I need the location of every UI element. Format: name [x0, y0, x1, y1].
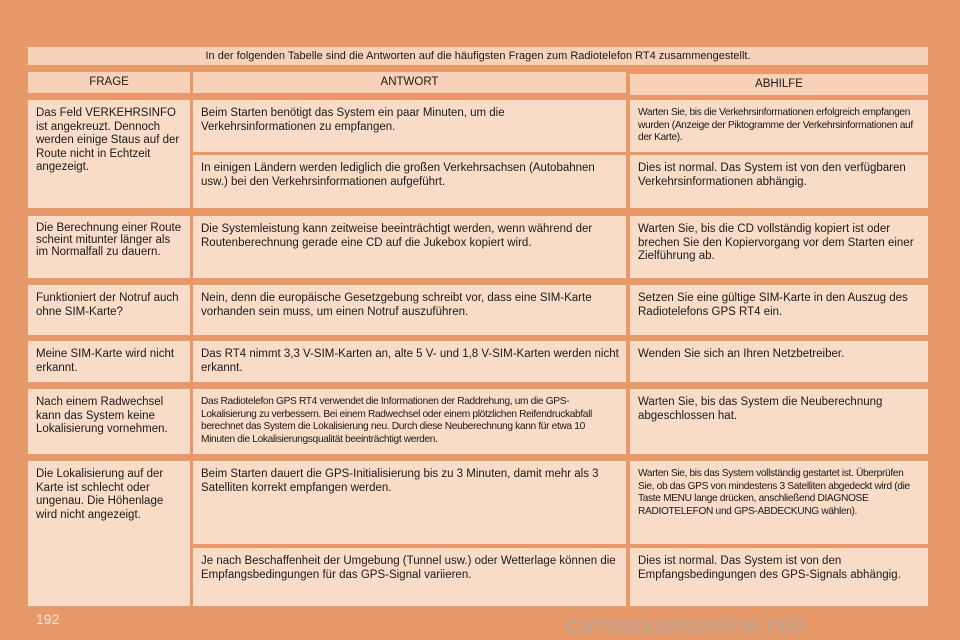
row1-abhilfe-1: Warten Sie, bis die Verkehrsinformationen erfolgreich empfangen wurden (Anzeige der Piktogramme der Verkehrsinformationen auf der Karte).: [630, 100, 928, 152]
row6-frage: Die Lokalisierung auf der Karte ist schlecht oder ungenau. Die Höhenlage wird nicht angezeigt.: [28, 461, 190, 606]
row6-abhilfe-2: Dies ist normal. Das System ist von den Empfangsbedingungen des GPS-Signals abhängig.: [630, 548, 928, 606]
watermark: carmanualsonline.info: [566, 612, 806, 639]
row4-antwort: Das RT4 nimmt 3,3 V-SIM-Karten an, alte 5 V- und 1,8 V-SIM-Karten werden nicht erkannt.: [193, 341, 626, 382]
page-number: 192: [36, 611, 60, 627]
row1-abhilfe-2: Dies ist normal. Das System ist von den verfügbaren Verkehrsinformationen abhängig.: [630, 155, 928, 208]
header-frage: FRAGE: [28, 72, 190, 93]
row6-antwort-2: Je nach Beschaffenheit der Umgebung (Tunnel usw.) oder Wetterlage können die Empfangsbedingungen für das GPS-Signal variieren.: [193, 548, 626, 606]
row5-abhilfe: Warten Sie, bis das System die Neuberechnung abgeschlossen hat.: [630, 389, 928, 454]
row3-abhilfe: Setzen Sie eine gültige SIM-Karte in den Auszug des Radiotelefons GPS RT4 ein.: [630, 285, 928, 335]
header-abhilfe: ABHILFE: [630, 74, 928, 95]
row1-antwort-2: In einigen Ländern werden lediglich die großen Verkehrsachsen (Autobahnen usw.) bei den Verkehrsinformationen aufgeführt.: [193, 155, 626, 208]
row4-frage: Meine SIM-Karte wird nicht erkannt.: [28, 341, 190, 382]
row1-antwort-1: Beim Starten benötigt das System ein paar Minuten, um die Verkehrsinformationen zu empfangen.: [193, 100, 626, 152]
header-antwort: ANTWORT: [193, 72, 626, 93]
row5-frage: Nach einem Radwechsel kann das System keine Lokalisierung vornehmen.: [28, 389, 190, 454]
row5-antwort: Das Radiotelefon GPS RT4 verwendet die Informationen der Raddrehung, um die GPS-Lokalisierung zu verbessern. Bei einem Radwechsel oder einem plötzlichen Reifendruckabfall berechnet das System die Lokalisierung neu. Durch diese Neuberechnung kann für etwa 10 Minuten die Lokalisierungsqualität beeinträchtigt werden.: [193, 389, 626, 454]
row2-antwort: Die Systemleistung kann zeitweise beeinträchtigt werden, wenn während der Routenberechnung gerade eine CD auf die Jukebox kopiert wird.: [193, 216, 626, 278]
intro-text: In der folgenden Tabelle sind die Antworten auf die häufigsten Fragen zum Radiotelefon RT4 zusammengestellt.: [28, 47, 928, 65]
row2-frage: Die Berechnung einer Route scheint mitunter länger als im Normalfall zu dauern.: [28, 216, 190, 278]
row2-abhilfe: Warten Sie, bis die CD vollständig kopiert ist oder brechen Sie den Kopiervorgang vor dem Starten einer Zielführung ab.: [630, 216, 928, 278]
row4-abhilfe: Wenden Sie sich an Ihren Netzbetreiber.: [630, 341, 928, 382]
row3-antwort: Nein, denn die europäische Gesetzgebung schreibt vor, dass eine SIM-Karte vorhanden sein muss, um einen Notruf auszuführen.: [193, 285, 626, 335]
row6-antwort-1: Beim Starten dauert die GPS-Initialisierung bis zu 3 Minuten, damit mehr als 3 Satelliten korrekt empfangen werden.: [193, 461, 626, 544]
row6-abhilfe-1: Warten Sie, bis das System vollständig gestartet ist. Überprüfen Sie, ob das GPS von mindestens 3 Satelliten abgedeckt wird (die Taste MENU lange drücken, anschließend DIAGNOSE RADIOTELEFON und GPS-ABDECKUNG wählen).: [630, 461, 928, 544]
row3-frage: Funktioniert der Notruf auch ohne SIM-Karte?: [28, 285, 190, 335]
row1-frage: Das Feld VERKEHRSINFO ist angekreuzt. Dennoch werden einige Staus auf der Route nicht in Echtzeit angezeigt.: [28, 100, 190, 208]
